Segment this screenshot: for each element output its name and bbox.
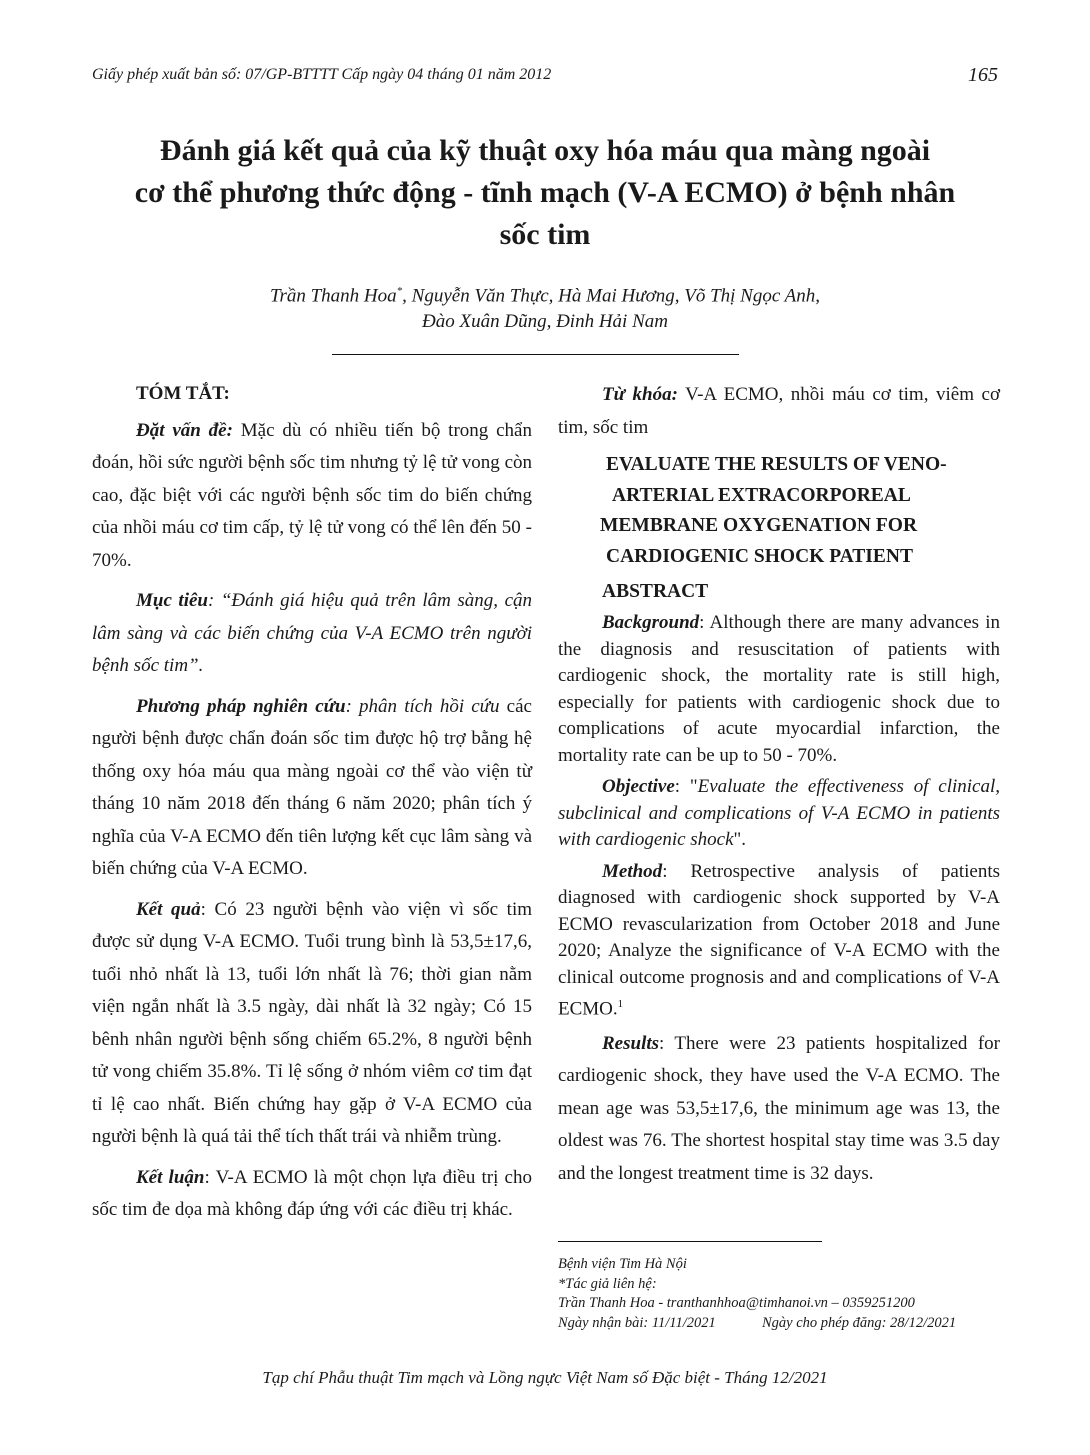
page-number: 165 [968,64,998,86]
footnote-corresponding: *Tác giả liên hệ: [558,1275,657,1292]
title-line-1: Đánh giá kết quả của kỹ thuật oxy hóa máu qua màng ngoài [159,134,931,167]
title-line-3: sốc tim [499,218,591,251]
license-line: Giấy phép xuất bản số: 07/GP-BTTTT Cấp ngày 04 tháng 01 năm 2012 [92,66,552,83]
abstract-heading-vi: TÓM TẮT: [136,383,230,404]
abstract-heading-en: ABSTRACT [602,581,709,602]
keywords: Từ khóa: V-A ECMO, nhồi máu cơ tim, viêm cơ tim, sốc tim [558,384,1000,438]
paragraph-background-en: Background: Although there are many advances in the diagnosis and resuscitation of patients with cardiogenic shock, the mortality rate is still high, especially for patients with cardiogenic shock due to complications of acute myocardial infarction, the mortality rate can be up to 50 - 70%. [558,612,1000,766]
paragraph-objective-vi: Mục tiêu: “Đánh giá hiệu quả trên lâm sàng, cận lâm sàng và các biến chứng của V-A ECMO trên người bệnh sốc tim”. [92,590,532,676]
paragraph-objective-en: Objective: "Evaluate the effectiveness of clinical, subclinical and complications of V-A ECMO in patients with cardiogenic shock". [558,776,1000,850]
author-corresponding: Trần Thanh Hoa [269,285,397,307]
paragraph-background-vi: Đặt vấn đề: Mặc dù có nhiều tiến bộ trong chẩn đoán, hồi sức người bệnh sốc tim nhưng tỷ lệ tử vong còn cao, đặc biệt với các người bệnh sốc tim do biến chứng của nhồi máu cơ tim cấp, tỷ lệ tử vong có thể lên đến 50 - 70%. [92,419,532,571]
footnote-contact: Trần Thanh Hoa - tranthanhhoa@timhanoi.vn – 0359251200 [558,1295,915,1311]
footnote-divider [558,1241,822,1242]
title-divider [332,354,739,355]
vietnamese-abstract [92,378,532,1227]
footnote-dates: Ngày nhận bài: 11/11/2021 Ngày cho phép đăng: 28/12/2021 [558,1314,957,1331]
paragraph-method-en: Method: Retrospective analysis of patients diagnosed with cardiogenic shock supported by V-A ECMO revascularization from October 2018 and June 2020; Analyze the significance of V-A ECMO with the clinical outcome prognosis and and complications of V-A ECMO.$^1$ [558,860,1000,1020]
paragraph-method-vi: Phương pháp nghiên cứu: phân tích hồi cứu các người bệnh được chẩn đoán sốc tim được hộ trợ bằng hệ thống oxy hóa máu qua màng ngoài cơ thể vào viện từ tháng 10 năm 2018 đến tháng 6 năm 2020; phân tích ý nghĩa của V-A ECMO đến tiên lượng kết cục lâm sàng và biến chứng của V-A ECMO. [92,695,532,879]
title-line-2: cơ thể phương thức động - tĩnh mạch (V-A ECMO) ở bệnh nhân [134,176,956,209]
paragraph-results-vi: Kết quả: Có 23 người bệnh vào viện vì sốc tim được sử dụng V-A ECMO. Tuổi trung bình là 53,5±17,6, tuổi nhỏ nhất là 13, tuổi lớn nhất là 76; thời gian nằm viện ngắn nhất là 3.5 ngày, dài nhất là 32 ngày; Có 15 bênh nhân người bệnh sống chiếm 65.2%, 8 người bệnh tử vong chiếm 35.8%. Tỉ lệ sống ở nhóm viêm cơ tim đạt tỉ lệ cao nhất. Biến chứng hay gặp ở V-A ECMO của người bệnh là quá tải thể tích thất trái và nhiễm trùng. [92,898,532,1147]
footnote [558,1255,1000,1333]
author-list [90,278,1000,335]
authors-line-1: , Nguyễn Văn Thực, Hà Mai Hương, Võ Thị Ngọc Anh, [402,285,821,307]
article-title [90,130,1000,256]
footnote-mark: 1 [617,998,624,1010]
authors-line-2: Đào Xuân Dũng, Đinh Hải Nam [422,311,668,333]
paragraph-conclusion-vi: Kết luận: V-A ECMO là một chọn lựa điều trị cho sốc tim đe dọa mà không đáp ứng với các điều trị khác. [92,1166,532,1220]
paragraph-results-en: Results: There were 23 patients hospitalized for cardiogenic shock, they have used the V-A ECMO. The mean age was 53,5±17,6, the minimum age was 13, the oldest was 76. The shortest hospital stay time was 3.5 day and the longest treatment time is 32 days. [558,1032,1000,1184]
journal-footer: Tạp chí Phẫu thuật Tim mạch và Lồng ngực Việt Nam số Đặc biệt - Tháng 12/2021 [262,1368,828,1387]
footnote-institution: Bệnh viện Tim Hà Nội [558,1256,687,1272]
corresponding-mark: * [396,285,403,297]
english-abstract [558,378,1000,1190]
english-title: EVALUATE THE RESULTS OF VENO- ARTERIAL EXTRACORPOREAL MEMBRANE OXYGENATION FOR CARDIOGENIC SHOCK PATIENT [600,454,947,567]
